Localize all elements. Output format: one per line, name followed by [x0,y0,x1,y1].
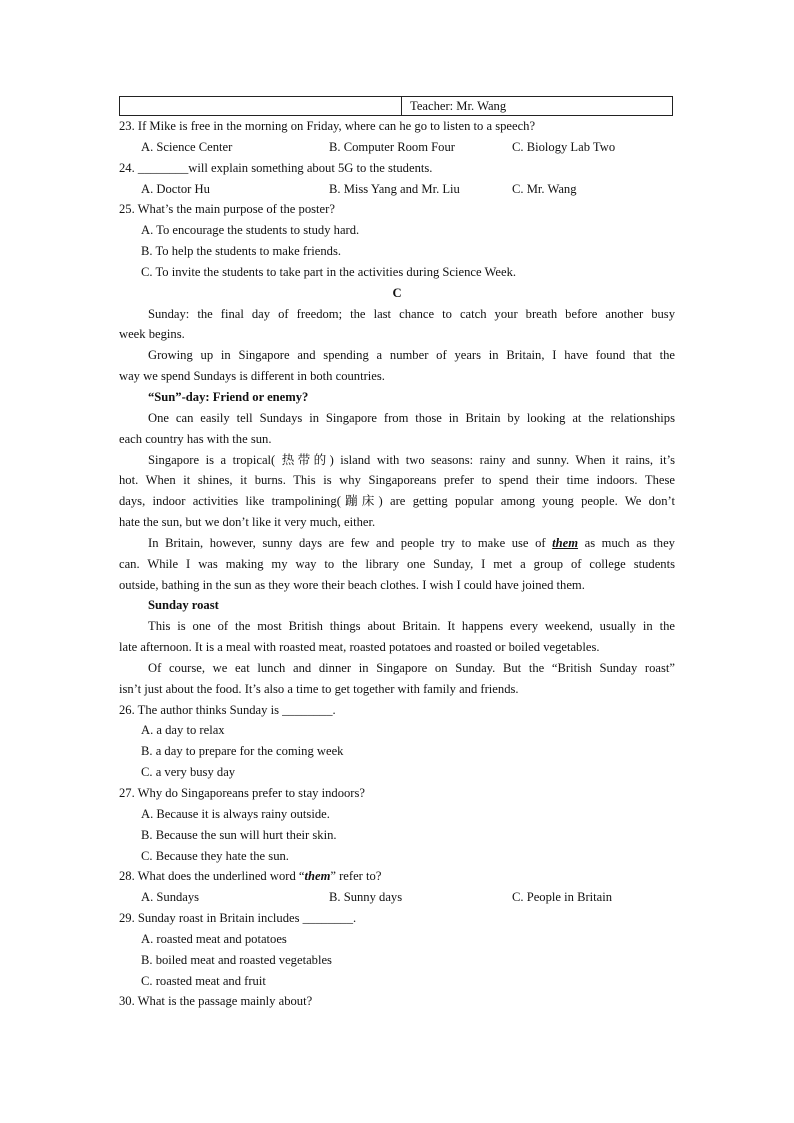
passage-line: One can easily tell Sundays in Singapore from those in Britain by looking at the relationships [148,410,675,425]
table-cell-left [120,97,402,115]
question-29: 29. Sunday roast in Britain includes ________. [119,911,357,926]
passage-line: Growing up in Singapore and spending a number of years in Britain, I have found that the [148,348,675,363]
question-28-options [119,887,675,908]
option-b: B. Because the sun will hurt their skin. [141,827,337,842]
option-c: C. a very busy day [141,765,236,780]
table-cell-teacher: Teacher: Mr. Wang [410,99,507,113]
option-a: A. To encourage the students to study hard. [141,223,360,238]
option-a: A. Science Center [141,139,233,154]
option-c: C. People in Britain [512,890,613,905]
question-27: 27. Why do Singaporeans prefer to stay indoors? [119,786,365,800]
passage-subheading: Sunday roast [148,598,219,613]
option-a: A. Doctor Hu [141,181,210,196]
passage-line: isn’t just about the food. It’s also a time to get together with family and friends. [119,681,519,696]
question-text: 28. What does the underlined word “ [119,869,305,884]
passage-subheading: “Sun”-day: Friend or enemy? [148,389,309,404]
option-c: C. roasted meat and fruit [141,973,266,988]
option-b: B. Sunny days [329,890,403,905]
underlined-word-them: them [552,535,579,550]
option-b: B. Miss Yang and Mr. Liu [329,181,460,196]
option-b: B. boiled meat and roasted vegetables [141,952,332,967]
passage-line: Singapore is a tropical( 热带的) island with two seasons: rainy and sunny. When it rains, it’s [148,452,675,467]
section-heading: C [392,285,402,300]
passage-line: way we spend Sundays is different in both countries. [119,369,385,384]
option-a: A. Because it is always rainy outside. [141,806,330,821]
option-c: C. Mr. Wang [512,181,577,196]
option-a: A. Sundays [141,890,200,905]
passage-text: In Britain, however, sunny days are few and people try to make use of [148,535,553,550]
passage-text: as much as they [578,535,675,550]
question-28 [119,866,675,887]
passage-line: days, indoor activities like trampolining(蹦床) are getting popular among young people. We don’t [119,494,675,509]
question-24: 24. ________will explain something about 5G to the students. [119,160,433,175]
passage-line: hate the sun, but we don’t like it very much, either. [119,515,376,530]
passage-line: Of course, we eat lunch and dinner in Singapore on Sunday. But the “British Sunday roast” [148,660,675,675]
option-a: A. a day to relax [141,723,225,738]
passage-line: late afternoon. It is a meal with roasted meat, roasted potatoes and roasted or boiled vegetables. [119,640,600,655]
schedule-table-row [119,96,673,116]
question-26: 26. The author thinks Sunday is ________. [119,702,336,717]
passage-line: outside, bathing in the sun as they wore their beach clothes. I wish I could have joined them. [119,577,585,592]
passage-line [119,533,675,554]
passage-line: each country has with the sun. [119,431,272,446]
passage-line: week begins. [119,327,185,342]
option-a: A. roasted meat and potatoes [141,931,287,946]
question-23: 23. If Mike is free in the morning on Friday, where can he go to listen to a speech? [119,119,536,133]
passage-line: can. While I was making my way to the library one Sunday, I met a group of college students [119,556,675,571]
question-23-options [119,137,675,158]
option-b: B. Computer Room Four [329,139,455,154]
worksheet-body [119,116,675,1012]
question-text: ” refer to? [330,869,382,884]
option-c: C. To invite the students to take part in the activities during Science Week. [141,264,517,279]
passage-line: Sunday: the final day of freedom; the last chance to catch your breath before another busy [148,306,675,321]
option-c: C. Biology Lab Two [512,139,616,154]
option-c: C. Because they hate the sun. [141,848,289,863]
question-24-options [119,179,675,200]
question-30: 30. What is the passage mainly about? [119,994,313,1009]
quoted-word-them: them [304,869,331,884]
passage-line: hot. When it shines, it burns. This is why Singaporeans prefer to spend their time indoors. These [119,473,675,488]
option-b: B. To help the students to make friends. [141,244,342,259]
passage-line: This is one of the most British things about Britain. It happens every weekend, usually in the [148,619,675,634]
option-b: B. a day to prepare for the coming week [141,744,344,759]
question-25: 25. What’s the main purpose of the poster? [119,202,335,217]
